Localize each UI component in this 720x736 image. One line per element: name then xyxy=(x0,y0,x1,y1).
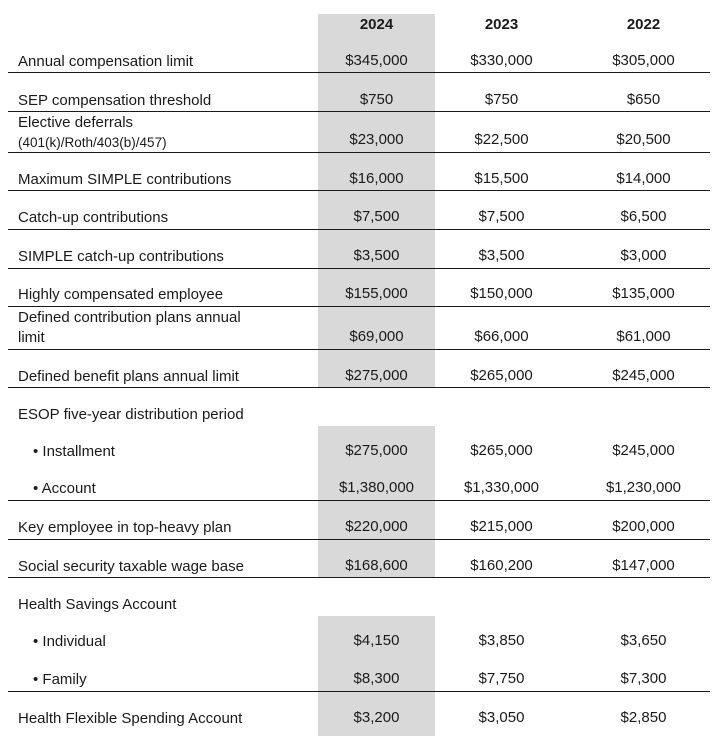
cell-2022: $1,230,000 xyxy=(605,479,682,496)
cell-2024: $16,000 xyxy=(349,170,404,187)
row-divider xyxy=(8,229,710,230)
row-divider xyxy=(8,577,710,578)
cell-2024: $168,600 xyxy=(345,557,408,574)
cell-2023: $750 xyxy=(484,91,519,108)
cell-2022: $20,500 xyxy=(616,131,671,148)
cell-2024: $7,500 xyxy=(353,208,400,225)
cell-2022: $200,000 xyxy=(612,518,675,535)
cell-2023: $330,000 xyxy=(470,52,533,69)
row-label: • Family xyxy=(33,671,87,688)
column-header-2023: 2023 xyxy=(484,16,519,33)
row-label-line1: Elective deferrals xyxy=(18,114,134,131)
cell-2022: $7,300 xyxy=(620,670,667,687)
cell-2023: $15,500 xyxy=(474,170,529,187)
cell-2022: $3,650 xyxy=(620,632,667,649)
row-divider xyxy=(8,268,710,269)
cell-2022: $245,000 xyxy=(612,367,675,384)
row-divider xyxy=(8,111,710,112)
row-divider xyxy=(8,190,710,191)
cell-2023: $160,200 xyxy=(470,557,533,574)
row-label: SIMPLE catch-up contributions xyxy=(18,248,224,265)
row-divider xyxy=(8,152,710,153)
cell-2022: $3,000 xyxy=(620,247,667,264)
section-label-hsa: Health Savings Account xyxy=(18,596,177,613)
row-divider xyxy=(8,387,710,388)
row-label: Social security taxable wage base xyxy=(18,558,244,575)
row-label: Catch-up contributions xyxy=(18,209,169,226)
cell-2022: $245,000 xyxy=(612,442,675,459)
cell-2022: $147,000 xyxy=(612,557,675,574)
cell-2023: $1,330,000 xyxy=(463,479,540,496)
row-label-line2: (401(k)/Roth/403(b)/457) xyxy=(18,135,167,150)
column-header-2022: 2022 xyxy=(626,16,661,33)
row-divider xyxy=(8,691,710,692)
cell-2023: $265,000 xyxy=(470,442,533,459)
cell-2023: $7,750 xyxy=(478,670,525,687)
cell-2024: $8,300 xyxy=(353,670,400,687)
cell-2023: $3,050 xyxy=(478,709,525,726)
cell-2024: $1,380,000 xyxy=(338,479,415,496)
cell-2024: $220,000 xyxy=(345,518,408,535)
cell-2024: $275,000 xyxy=(345,367,408,384)
cell-2023: $3,500 xyxy=(478,247,525,264)
row-label: Defined benefit plans annual limit xyxy=(18,368,239,385)
cell-2024: $3,500 xyxy=(353,247,400,264)
cell-2023: $66,000 xyxy=(474,328,529,345)
cell-2023: $150,000 xyxy=(470,285,533,302)
cell-2024: $69,000 xyxy=(349,328,404,345)
row-label: • Account xyxy=(33,480,96,497)
row-label-line2: limit xyxy=(18,329,45,346)
cell-2023: $22,500 xyxy=(474,131,529,148)
row-label: Highly compensated employee xyxy=(18,286,224,303)
cell-2022: $14,000 xyxy=(616,170,671,187)
cell-2024: $345,000 xyxy=(345,52,408,69)
cell-2022: $135,000 xyxy=(612,285,675,302)
cell-2022: $61,000 xyxy=(616,328,671,345)
row-label: • Individual xyxy=(33,633,106,650)
row-divider xyxy=(8,306,710,307)
row-label: • Installment xyxy=(33,443,115,460)
cell-2023: $215,000 xyxy=(470,518,533,535)
cell-2022: $305,000 xyxy=(612,52,675,69)
cell-2023: $3,850 xyxy=(478,632,525,649)
cell-2024: $155,000 xyxy=(345,285,408,302)
cell-2023: $265,000 xyxy=(470,367,533,384)
cell-2022: $2,850 xyxy=(620,709,667,726)
cell-2024: $23,000 xyxy=(349,131,404,148)
cell-2024: $3,200 xyxy=(353,709,400,726)
cell-2024: $750 xyxy=(359,91,394,108)
cell-2024: $275,000 xyxy=(345,442,408,459)
row-label: Maximum SIMPLE contributions xyxy=(18,171,232,188)
row-divider xyxy=(8,500,710,501)
cell-2024: $4,150 xyxy=(353,632,400,649)
cell-2022: $650 xyxy=(626,91,661,108)
row-divider xyxy=(8,349,710,350)
row-divider xyxy=(8,539,710,540)
row-label: Annual compensation limit xyxy=(18,53,194,70)
row-divider xyxy=(8,72,710,73)
section-label-esop: ESOP five-year distribution period xyxy=(18,406,244,423)
column-header-2024: 2024 xyxy=(359,16,394,33)
row-label: Key employee in top-heavy plan xyxy=(18,519,232,536)
row-label: Health Flexible Spending Account xyxy=(18,710,243,727)
cell-2023: $7,500 xyxy=(478,208,525,225)
cell-2022: $6,500 xyxy=(620,208,667,225)
row-label-line1: Defined contribution plans annual xyxy=(18,309,241,326)
row-label: SEP compensation threshold xyxy=(18,92,212,109)
